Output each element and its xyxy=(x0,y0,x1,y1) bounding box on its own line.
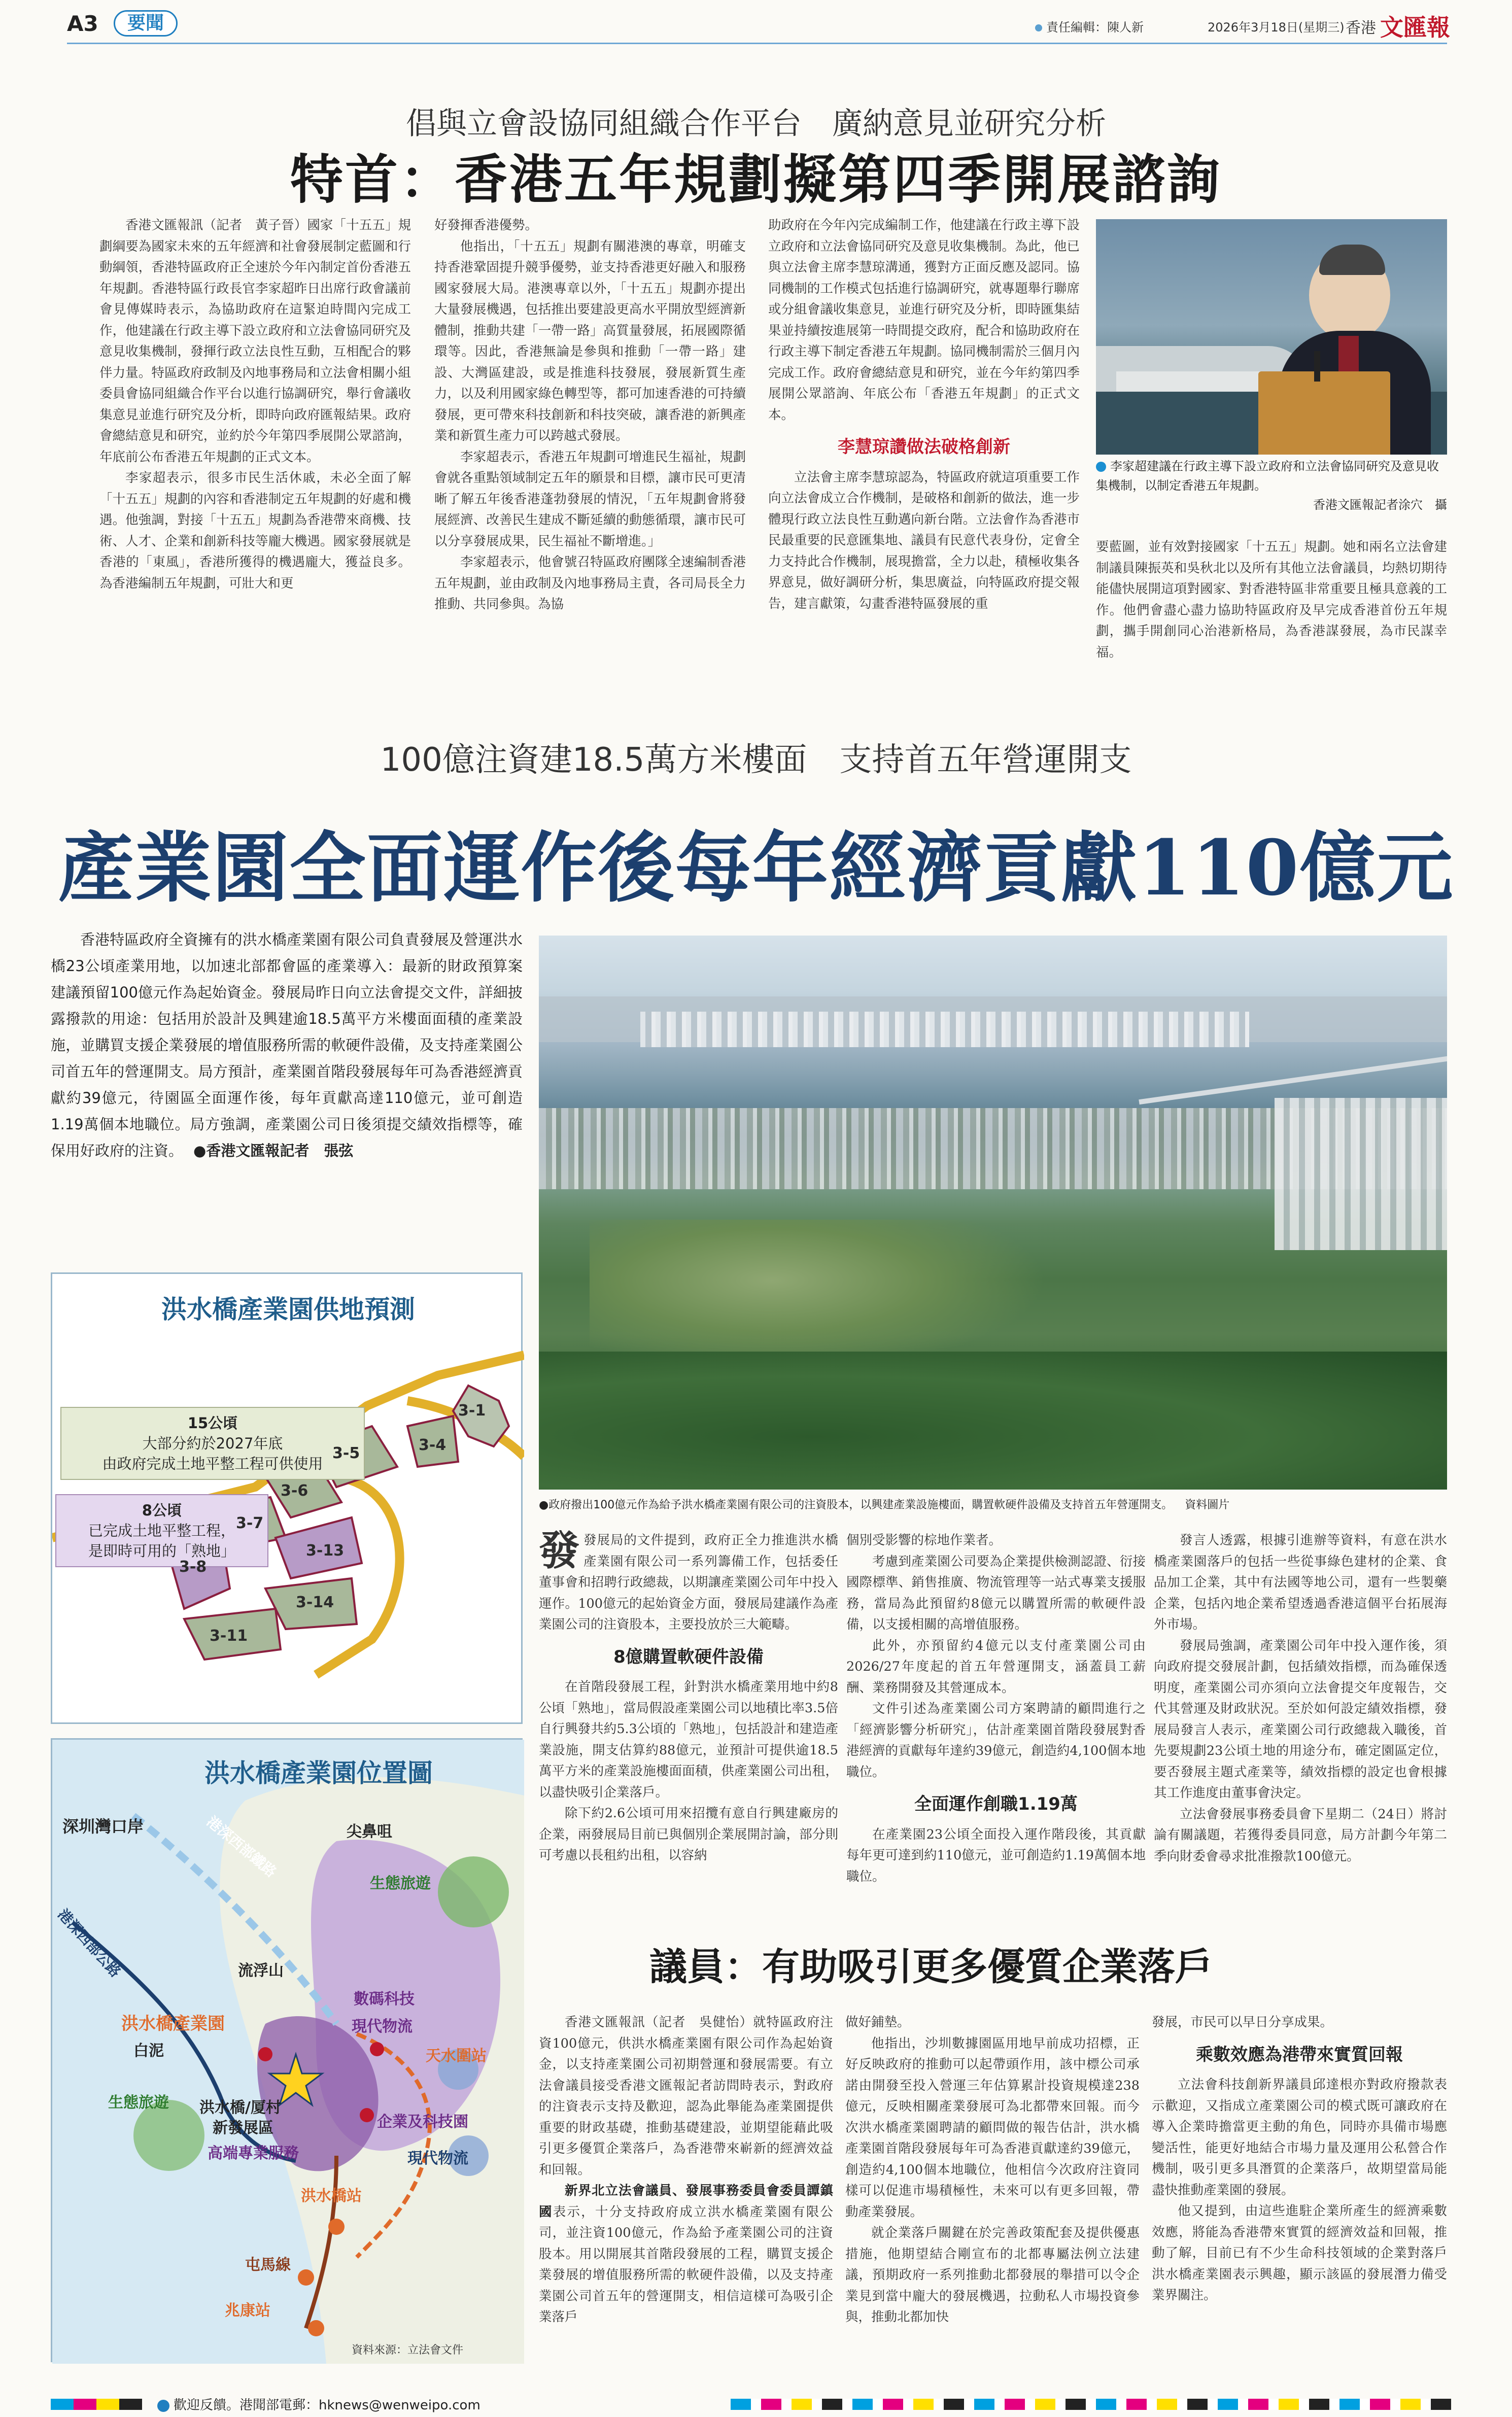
paragraph: 他指出，「十五五」規劃有關港澳的專章，明確支持香港鞏固提升競爭優勢，並支持香港更好融入和服務國家發展大局。港澳專章以外，「十五五」規劃亦提出大量發展機遇，包括推出要建設更高水平開放型經濟新體制，推動共建「一帶一路」高質量發展，拓展國際循環等。因此，香港無論是參與和推動「一帶一路」建設、大灣區建設，或是推進科技發展，發展新質生產力，以及利用國家綠色轉型等，都可加速香港的可持續發展，更可帶來科技創新和科技突破，讓香港的新興產業和新質生產力可以跨越式發展。 xyxy=(434,238,746,443)
paragraph: 文件引述為產業園公司方案聘請的顧問進行之「經濟影響分析研究」，估計產業園首階段發展對香港經濟的貢獻每年達約39億元，創造約4,100個本地職位。 xyxy=(846,1701,1146,1780)
feedback-line: 歡迎反饋。港聞部電郵：hknews@wenweipo.com xyxy=(174,2398,480,2413)
map-label: 生態旅遊 xyxy=(370,1875,431,1892)
map-label: 白泥 xyxy=(133,2042,164,2060)
map-label: 流浮山 xyxy=(238,1962,284,1980)
map-label: 新發展區 xyxy=(213,2119,273,2137)
color-bar xyxy=(731,2399,1451,2410)
story1-kicker: 倡與立會設協同組織合作平台 廣納意見並研究分析 xyxy=(406,106,1106,142)
story1-col1 xyxy=(99,215,411,684)
zone-label: 3-5 xyxy=(332,1444,360,1462)
bullet-icon xyxy=(1096,462,1106,472)
section-badge: 要聞 xyxy=(114,10,178,37)
paragraph: 發言人透露，根據引進辦等資料，有意在洪水橋產業園落戶的包括一些從事綠色建材的企業、食品加工企業，其中有法國等地公司，還有一些製藥企業，包括內地企業希望透過香港這個平台拓展海外市場。 xyxy=(1154,1533,1447,1632)
story1-headline: 特首：香港五年規劃擬第四季開展諮詢 xyxy=(290,149,1222,211)
story2-headline: 產業園全面運作後每年經濟貢獻110億元 xyxy=(58,823,1454,913)
publisher-city: 香港 xyxy=(1346,19,1376,37)
paragraph: 個別受影響的棕地作業者。 xyxy=(846,1533,1002,1548)
paragraph: 考慮到產業園公司要為企業提供檢測認證、衍接國際標準、銷售推廣、物流管理等一站式專業支援服務，當局為此預留約8億元以購置所需的軟硬件設備，以支援相關的高增值服務。 xyxy=(846,1553,1146,1632)
page-number: A3 xyxy=(67,11,98,36)
map-label: 港深西部鐵路 xyxy=(203,1813,280,1881)
story2-intro: 香港特區政府全資擁有的洪水橋產業園有限公司負責發展及營運洪水橋23公頃產業用地，以加速北部都會區的產業導入：最新的財政預算案建議預留100億元作為起始資金。發展局昨日向立法會提交文件，詳細披露撥款的用途：包括用於設計及興建逾18.5萬平方米樓面面積的產業設施，並購買支援企業發展的增值服務所需的軟硬件設備，及支持產業園公司首五年的營運開支。局方預計，產業園首階段發展每年可為香港經濟貢獻約39億元，待園區全面運作後，每年貢獻高達110億元，並可創造1.19萬個本地職位。局方強調，產業園公司日後須提交績效指標等，確保用好政府的注資。 ●香港文匯報記者 張弦 xyxy=(51,931,523,1159)
map-label: 現代物流 xyxy=(352,2018,413,2035)
box-8ha: 8公頃 已完成土地平整工程， 是即時可用的「熟地」 xyxy=(55,1494,268,1567)
story3-headline: 議員：有助吸引更多優質企業落戶 xyxy=(649,1945,1213,1989)
story1-col4 xyxy=(1096,537,1447,689)
editor: 責任編輯：陳人新 xyxy=(1046,20,1144,34)
story2-kicker: 100億注資建18.5萬方米樓面 支持首五年營運開支 xyxy=(380,741,1132,779)
story2-col3 xyxy=(1154,1530,1447,1916)
zone-label: 3-1 xyxy=(458,1402,486,1420)
story1-col3 xyxy=(768,215,1080,684)
map-source: 資料來源：立法會文件 xyxy=(352,2344,464,2357)
land-supply-map xyxy=(51,1272,523,1724)
zone-label: 3-13 xyxy=(306,1542,345,1560)
paragraph: 李家超表示，他會號召特區政府團隊全速編制香港五年規劃，並由政制及內地事務局主責，各司局長全力推動、共同參與。為協 xyxy=(434,555,746,612)
paragraph: 就企業落戶關鍵在於完善政策配套及提供優惠措施，他期望結合剛宣布的北都專屬法例立法建議，預期政府一系列推動北都發展的舉措可以令企業見到當中龐大的發展機遇，拉動私人市場投資參與，推動北都加快 xyxy=(845,2225,1140,2325)
paragraph: 他指出，沙圳數據園區用地早前成功招標，正好反映政府的推動可以起帶頭作用，該中標公司承諾由開發至投入營運三年估算累計投資規模達238億元，反映相關產業發展可為北都帶來回報。而今次洪水橋產業園聘請的顧問做的報告估計，洪水橋產業園首階段發展每年可為香港貢獻達約39億元，創造約4,100個本地職位，他相信今次政府注資同樣可以促進市場積極性，未來可以有更多回報，帶動產業發展。 xyxy=(845,2035,1140,2220)
paragraph: 此外，亦預留約4億元以支付產業園公司由2026/27年度起的首五年營運開支，涵蓋員工薪酬、業務開發及其營運成本。 xyxy=(846,1638,1146,1696)
story2-col1 xyxy=(539,1530,838,1916)
story3-col3 xyxy=(1152,2012,1447,2367)
bullet-icon xyxy=(1035,24,1042,31)
paragraph: 做好鋪墊。 xyxy=(845,2015,910,2030)
map-title: 洪水橋產業園位置圖 xyxy=(204,1758,433,1788)
subheading: 李慧琼讚做法破格創新 xyxy=(838,437,1010,457)
map-label: 深圳灣口岸 xyxy=(62,1817,144,1836)
paragraph: 助政府在今年內完成編制工作，他建議在行政主導下設立政府和立法會協同研究及意見收集機制。為此，他已與立法會主席李慧琼溝通，獲對方正面反應及認同。協同機制的工作模式包括進行協調研究，就專題舉行聯席或分組會議收集意見，並進行研究及分析，即時匯集結果並持續按進展第一時間提交政府，配合和協助政府在行政主導下制定香港五年規劃。協同機制需於三個月內完成工作。政府會總結意見和研究，並在今年約第四季展開公眾諮詢、年底公布「香港五年規劃」的正式文本。 xyxy=(768,218,1080,423)
story3-col2 xyxy=(845,2012,1140,2367)
map-label: 洪水橋產業園 xyxy=(121,2014,225,2034)
ce-photo xyxy=(1096,219,1447,455)
map-label: 兆康站 xyxy=(225,2302,270,2320)
globe-icon xyxy=(157,2400,169,2412)
zone-label: 3-11 xyxy=(210,1627,248,1645)
location-map xyxy=(51,1738,523,2362)
byline: ●香港文匯報記者 張弦 xyxy=(193,1142,354,1159)
paragraph: 除下約2.6公頃可用來招攬有意自行興建廠房的企業，兩發展局目前已與個別企業展開討論，部分則可考慮以長租約出租，以容納 xyxy=(539,1806,838,1863)
map-label: 洪水橋/厦村 xyxy=(199,2099,281,2117)
paragraph: 立法會主席李慧琼認為，特區政府就這項重要工作向立法會成立合作機制，是破格和創新的做法，進一步體現行政立法良性互動邁向新台階。立法會作為香港市民最重要的民意匯集地、議員有民意代表身份，定會全力支持此合作機制，展現擔當，全力以赴，積極收集各界意見，做好調研分析，集思廣益，向特區政府提交報告，建言獻策，勾畫香港特區發展的重 xyxy=(768,469,1080,611)
ce-photo-caption: 李家超建議在行政主導下設立政府和立法會協同研究及意見收集機制，以制定香港五年規劃。 香港文匯報記者涂穴 攝 xyxy=(1096,457,1447,514)
box-15ha: 15公頃 大部分約於2027年底 由政府完成土地平整工程可供使用 xyxy=(60,1407,365,1480)
paragraph: 發發展局的文件提到，政府正全力推進洪水橋產業園有限公司一系列籌備工作，包括委任董事會和招聘行政總裁，以期讓產業園公司年中投入運作。100億元的起始資金方面，發展局建議作為產業園公司的注資股本，主要投放於三大範疇。 xyxy=(539,1530,838,1632)
drop-cap: 發 xyxy=(539,1530,579,1574)
map-label: 企業及科技園 xyxy=(377,2113,468,2131)
aerial-photo-caption: ●政府撥出100億元作為給予洪水橋產業園有限公司的注資股本，以興建產業設施樓面，購置軟硬件設備及支持首五年營運開支。 資料圖片 xyxy=(539,1499,1230,1511)
paragraph: 香港文匯報訊（記者 黃子晉）國家「十五五」規劃綱要為國家未來的五年經濟和社會發展制定藍圖和行動綱領，香港特區政府正全速於今年內制定首份香港五年規劃。香港特區行政長官李家超昨日出席行政會議前會見傳媒時表示，為協助政府在這緊迫時間內完成工作，他建議在行政主導下設立政府和立法會協同研究及意見收集機制，發揮行政立法良性互動，互相配合的夥伴力量。特區政府政制及內地事務局和立法會相關小組委員會協同組織合作平台以進行協調研究，舉行會議收集意見並進行研究及分析，即時向政府匯報結果。政府會總結意見和研究，並約於今年第四季展開公眾諮詢，年底前公布香港五年規劃的正式文本。 xyxy=(99,218,411,465)
map-label: 天水圍站 xyxy=(426,2047,487,2065)
paragraph: 立法會發展事務委員會下星期二（24日）將討論有關議題，若獲得委員同意，局方計劃今年第二季向財委會尋求批准撥款100億元。 xyxy=(1154,1806,1447,1864)
issue-date: 2026年3月18日(星期三) xyxy=(1208,20,1345,34)
paragraph: 好發揮香港優勢。 xyxy=(434,218,538,233)
paragraph: 在產業園23公頃全面投入運作階段後，其貢獻每年更可達到約110億元，並可創造約1.19萬個本地職位。 xyxy=(846,1826,1146,1884)
paragraph: 發展局強調，產業園公司年中投入運作後，須向政府提交發展計劃，包括績效指標，而為確保透明度，產業園公司亦須向立法會提交年度報告，交代其營運及財政狀況。至於如何設定績效指標，發展局發言人表示，產業園公司行政總裁入職後，首先要規劃23公頃土地的用途分布，確定園區定位，要否發展主題式產業等，績效指標的設定也會根據其工作進度由董事會決定。 xyxy=(1154,1638,1447,1801)
subheading: 8億購置軟硬件設備 xyxy=(613,1646,764,1667)
map-label: 洪水橋站 xyxy=(301,2187,362,2205)
map-label: 數碼科技 xyxy=(354,1990,415,2008)
paragraph: 李家超表示，香港五年規劃可增進民生福祉，規劃會就各重點領域制定五年的願景和目標，讓市民可更清晰了解五年後香港蓬勃發展的情況，「五年規劃會將發展經濟、改善民生建成不斷延續的動態循環，讓市民可以分享發展成果，民生福祉不斷增進。」 xyxy=(434,449,746,549)
story2-col2 xyxy=(846,1530,1146,1916)
photo-credit: 香港文匯報記者涂穴 攝 xyxy=(1313,498,1447,512)
paragraph: 在首階段發展工程，針對洪水橋產業用地中約8公頃「熟地」，當局假設產業園公司以地積比率3.5倍自行興發共約5.3公頃的「熟地」，包括設計和建造產業設施，開支估算約88億元，並預計可提供逾18.5萬平方米的產業設施樓面面積，供產業園公司出租，以盡快吸引企業落戶。 xyxy=(539,1679,838,1800)
zone-label: 3-4 xyxy=(419,1436,446,1454)
zone-label: 3-14 xyxy=(296,1594,334,1611)
aerial-photo xyxy=(539,936,1447,1490)
map-label: 現代物流 xyxy=(407,2150,468,2167)
masthead-logo: 文匯報 xyxy=(1380,14,1450,41)
paragraph: 立法會科技創新界議員邱達根亦對政府撥款表示歡迎，又指成立產業園公司的模式既可讓政府在導入企業時擔當更主動的角色，同時亦具備市場應變活性，能更好地結合市場力量及運用公私營合作機制，吸引更多具潛質的企業落戶，故期望當局能盡快推動產業園的發展。 xyxy=(1152,2077,1447,2198)
paragraph: 發展，市民可以早日分享成果。 xyxy=(1152,2015,1333,2030)
map-label: 高端專業服務 xyxy=(208,2145,299,2162)
subheading: 乘數效應為港帶來實質回報 xyxy=(1196,2044,1403,2065)
zone-label: 3-6 xyxy=(281,1482,308,1500)
map-label: 生態旅遊 xyxy=(108,2094,169,2112)
header-rule xyxy=(67,43,1447,44)
map-label: 港深西部公路 xyxy=(54,1906,124,1981)
photo-credit: 資料圖片 xyxy=(1185,1499,1230,1511)
paragraph: 要藍圖，並有效對接國家「十五五」規劃。她和兩名立法會建制議員陳振英和吳秋北以及所有其他立法會議員，均熱切期待能儘快展開這項對國家、對香港特區非常重要且極具意義的工作。他們會盡心盡力協助特區政府及早完成香港首份五年規劃，攜手開創同心治港新格局，為香港謀發展，為市民謀幸福。 xyxy=(1096,539,1447,660)
map-title: 洪水橋產業園供地預測 xyxy=(161,1295,415,1324)
map-label: 尖鼻咀 xyxy=(347,1823,392,1841)
story1-col2 xyxy=(434,215,746,684)
page-header xyxy=(0,0,1512,44)
story3-col1 xyxy=(539,2012,833,2367)
color-bar xyxy=(51,2399,142,2410)
paragraph: 他又提到，由這些進駐企業所產生的經濟乘數效應，將能為香港帶來實質的經濟效益和回報，推動了解，目前已有不少生命科技領域的企業對落戶洪水橋產業園表示興趣，顯示該區的發展潛力備受業界關注。 xyxy=(1152,2203,1447,2303)
zone-label: 3-7 xyxy=(236,1514,264,1532)
subheading: 全面運作創職1.19萬 xyxy=(914,1794,1078,1814)
zone-label: 3-8 xyxy=(179,1558,207,1576)
footer xyxy=(0,2385,1512,2417)
map-label: 屯馬線 xyxy=(245,2256,291,2274)
paragraph: 新界北立法會議員、發展事務委員會委員譚鎮國表示，十分支持政府成立洪水橋產業園有限公司，並注資100億元，作為給予產業園公司的注資股本。用以開展其首階段發展的工程，購買支援企業發展的增值服務所需的軟硬件設備，以及支持產業園公司首五年的營運開支，相信這樣可為吸引企業落戶 xyxy=(539,2183,833,2325)
paragraph: 香港文匯報訊（記者 吳健怡）就特區政府注資100億元，供洪水橋產業園有限公司作為起始資金，以支持產業園公司初期營運和發展需要。有立法會議員接受香港文匯報記者訪問時表示，對政府的注資表示支持及歡迎，認為此舉能為產業園提供重要的財政基礎，推動基礎建設，並期望能藉此吸引更多優質企業落戶，為香港帶來嶄新的經濟效益和回報。 xyxy=(539,2015,833,2178)
paragraph: 李家超表示，很多市民生活休戚，未必全面了解「十五五」規劃的內容和香港制定五年規劃的好處和機遇。他強調，對接「十五五」規劃為香港帶來商機、技術、人才、企業和創新科技等龐大機遇。國家發展就是香港的「東風」，香港所獲得的機遇龐大，獲益良多。為香港編制五年規劃，可壯大和更 xyxy=(99,470,411,591)
